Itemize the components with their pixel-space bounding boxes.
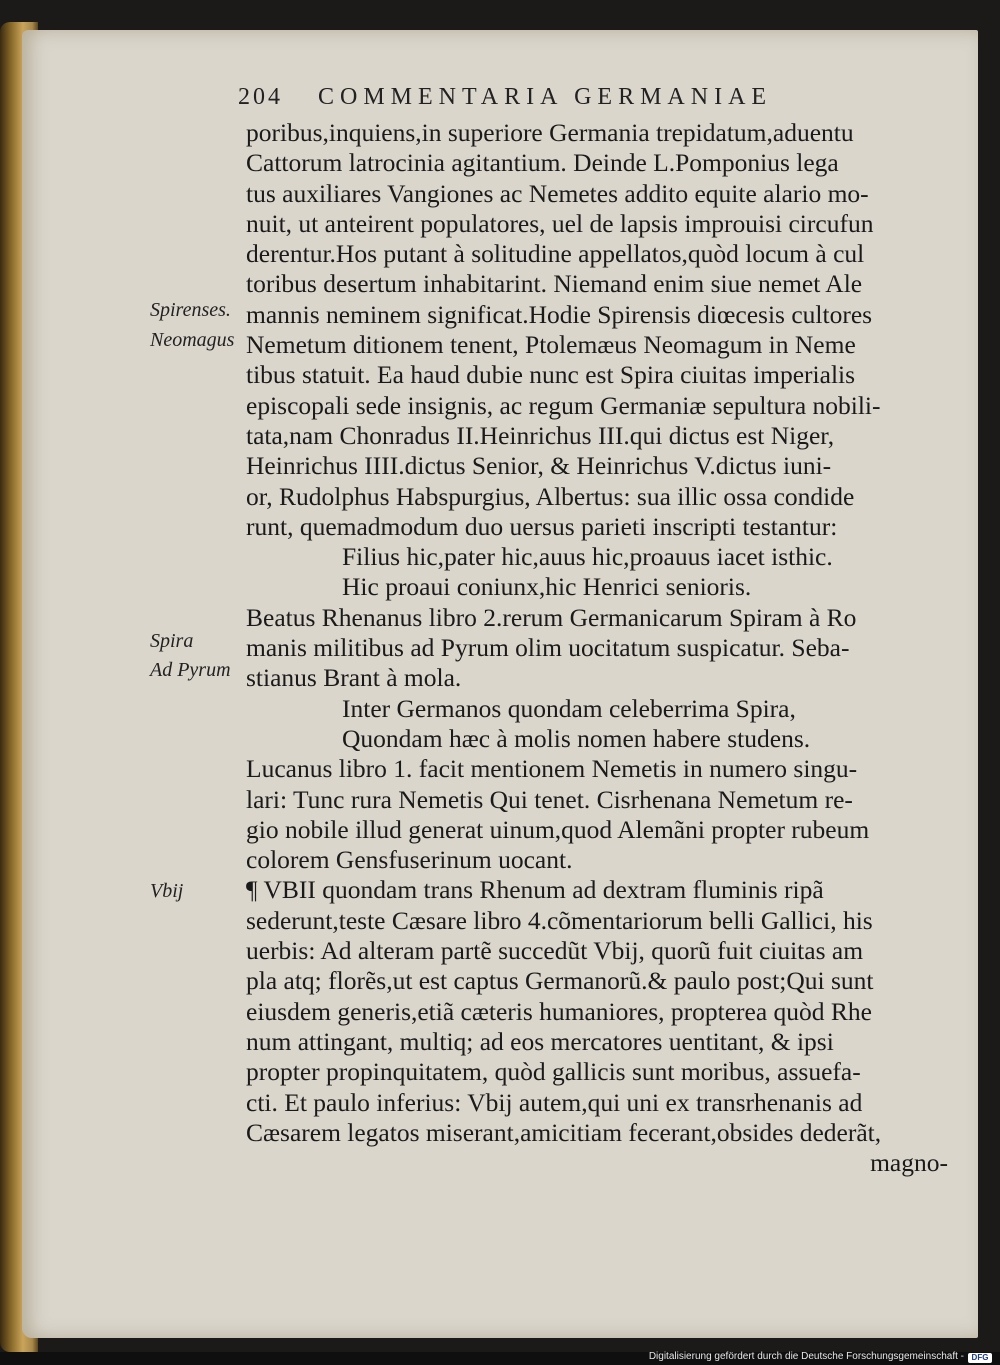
page-header xyxy=(238,84,878,111)
text-line: ¶ VBII quondam trans Rhenum ad dextram fluminis ripã xyxy=(246,875,824,905)
text-line: stianus Brant à mola. xyxy=(246,663,462,693)
text-line: tus auxiliares Vangiones ac Nemetes addito equite alario mo- xyxy=(246,178,869,208)
verse-line: Inter Germanos quondam celeberrima Spira, xyxy=(342,693,796,723)
verse-line: Quondam hæc à molis nomen habere studens. xyxy=(342,723,811,753)
dfg-logo: DFG xyxy=(968,1353,992,1363)
text-line: sederunt,teste Cæsare libro 4.cõmentariorum belli Gallici, his xyxy=(246,905,873,935)
text-line: num attingant, multiq; ad eos mercatores uentitant, & ipsi xyxy=(246,1026,834,1056)
text-line: nuit, ut anteirent populatores, uel de lapsis improuisi circufun xyxy=(246,208,874,238)
margin-note-ad-pyrum: Ad Pyrum xyxy=(150,659,231,681)
text-line: tibus statuit. Ea haud dubie nunc est Spira ciuitas imperialis xyxy=(246,360,856,390)
text-line: Heinrichus IIII.dictus Senior, & Heinrichus V.dictus iuni- xyxy=(246,451,832,481)
text-line: Cattorum latrocinia agitantium. Deinde L.Pomponius lega xyxy=(246,148,839,178)
text-line: toribus desertum inhabitarint. Niemand enim siue nemet Ale xyxy=(246,269,863,299)
page-number: 204 xyxy=(238,84,283,110)
running-title: COMMENTARIA GERMANIAE xyxy=(318,84,773,110)
margin-note-vbij: Vbij xyxy=(150,880,184,902)
text-line: Nemetum ditionem tenent, Ptolemæus Neomagum in Neme xyxy=(246,330,856,360)
funding-credit: Digitalisierung gefördert durch die Deutsche Forschungsgemeinschaft - xyxy=(648,1351,964,1362)
text-line: gio nobile illud generat uinum,quod Alemãni propter rubeum xyxy=(246,814,870,844)
text-line: tata,nam Chonradus II.Heinrichus III.qui dictus est Niger, xyxy=(246,420,835,450)
text-line: runt, quemadmodum duo uersus parieti inscripti testantur: xyxy=(246,511,838,541)
catchword: magno- xyxy=(870,1148,948,1178)
text-line: mannis neminem significat.Hodie Spirensis diœcesis cultores xyxy=(246,299,873,329)
margin-note-neomagus: Neomagus xyxy=(150,329,235,351)
text-line: episcopali sede insignis, ac regum Germaniæ sepultura nobili- xyxy=(246,390,881,420)
text-line: lari: Tunc rura Nemetis Qui tenet. Cisrhenana Nemetum re- xyxy=(246,784,853,814)
text-line: poribus,inquiens,in superiore Germania trepidatum,aduentu xyxy=(246,118,854,147)
footer-bar xyxy=(0,1352,1000,1365)
body-text xyxy=(246,118,958,1178)
margin-note-spira: Spira xyxy=(150,630,194,652)
text-line: cti. Et paulo inferius: Vbij autem,qui uni ex transrhenanis ad xyxy=(246,1087,863,1117)
text-line: eiusdem generis,etiã cæteris humaniores, propterea quòd Rhe xyxy=(246,996,872,1026)
text-line: manis militibus ad Pyrum olim uocitatum suspicatur. Seba- xyxy=(246,633,850,663)
text-line: Lucanus libro 1. facit mentionem Nemetis in numero singu- xyxy=(246,754,858,784)
text-line: propter propinquitatem, quòd gallicis sunt moribus, assuefa- xyxy=(246,1057,861,1087)
text-line: colorem Gensfuserinum uocant. xyxy=(246,845,573,875)
margin-note-spirenses: Spirenses. xyxy=(150,299,231,321)
verse-line: Filius hic,pater hic,auus hic,proauus iacet isthic. xyxy=(342,542,833,572)
text-line: pla atq; florẽs,ut est captus Germanorũ.& paulo post;Qui sunt xyxy=(246,966,874,996)
text-line: or, Rudolphus Habspurgius, Albertus: sua illic ossa condide xyxy=(246,481,855,511)
text-line: Cæsarem legatos miserant,amicitiam fecerant,obsides dederãt, xyxy=(246,1117,882,1147)
verse-line: Hic proaui coniunx,hic Henrici senioris. xyxy=(342,572,752,602)
text-line: Beatus Rhenanus libro 2.rerum Germanicarum Spiram à Ro xyxy=(246,602,857,632)
text-line: derentur.Hos putant à solitudine appellatos,quòd locum à cul xyxy=(246,239,865,269)
text-line: uerbis: Ad alteram partẽ succedũt Vbij, quorũ fuit ciuitas am xyxy=(246,936,864,966)
